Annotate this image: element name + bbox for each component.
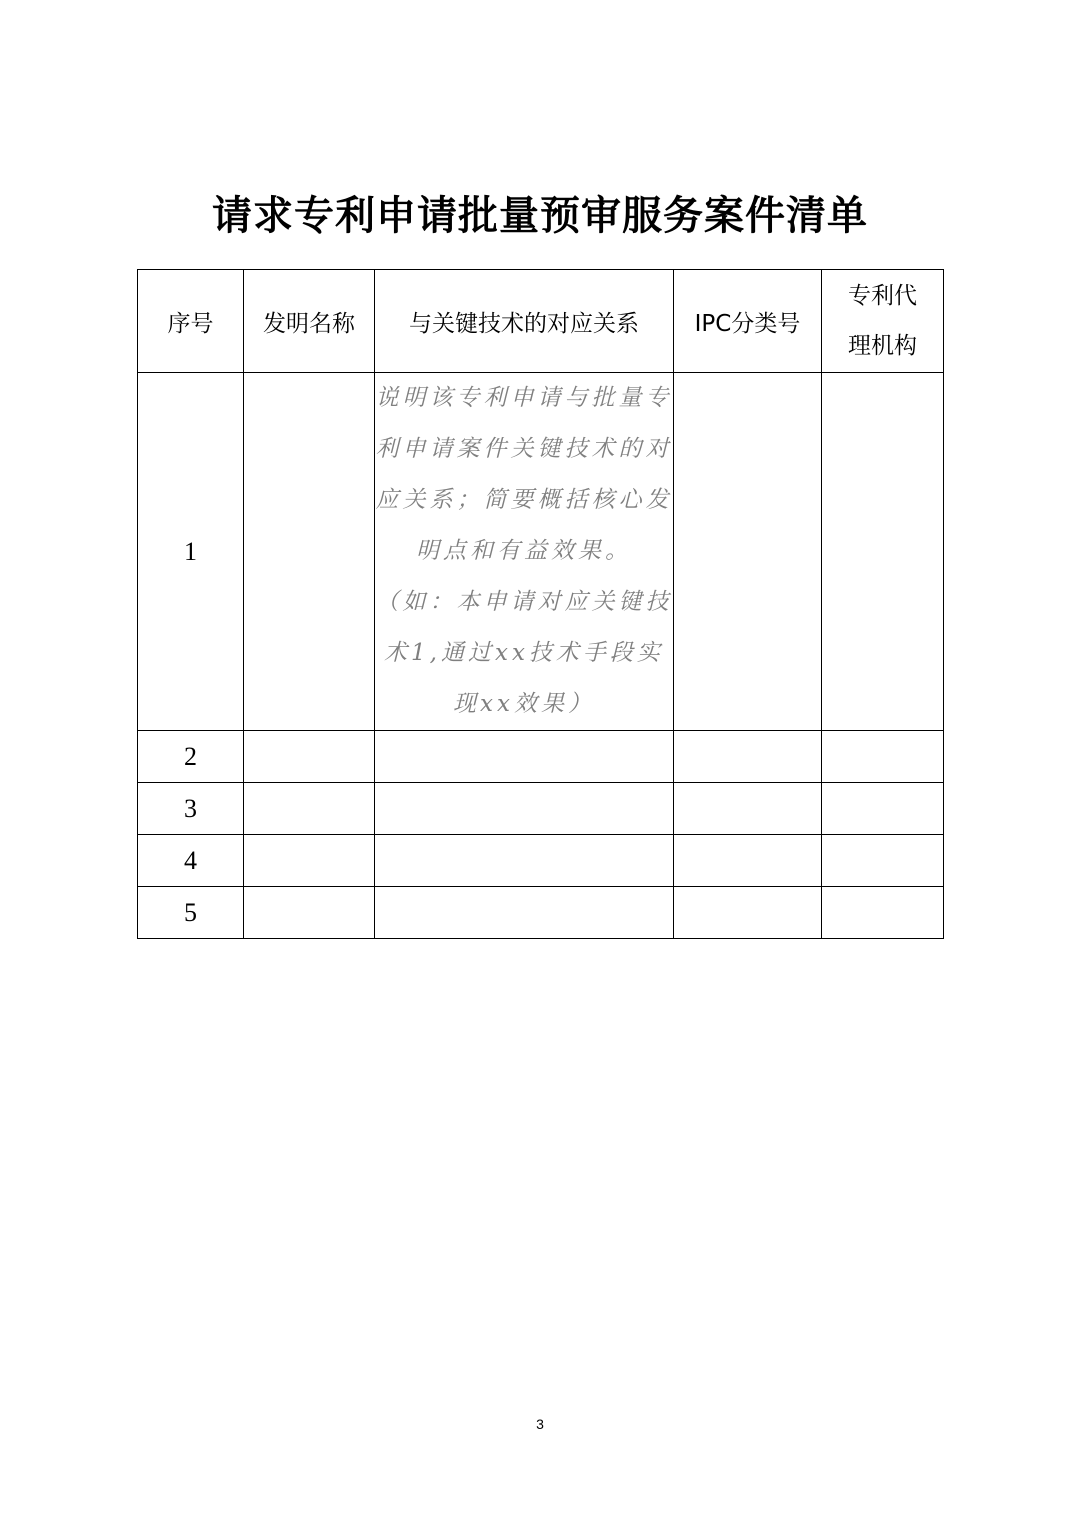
cell-agency bbox=[822, 783, 944, 835]
header-relation: 与关键技术的对应关系 bbox=[375, 270, 674, 373]
table-row bbox=[138, 373, 944, 731]
header-invention-name: 发明名称 bbox=[244, 270, 375, 373]
cell-ipc bbox=[674, 783, 822, 835]
relation-instruction-text bbox=[375, 373, 673, 730]
page-title: 请求专利申请批量预审服务案件清单 bbox=[212, 192, 868, 239]
header-agency-line2: 理机构 bbox=[848, 333, 917, 359]
cell-invention-name bbox=[244, 373, 375, 731]
cell-agency bbox=[822, 373, 944, 731]
cell-ipc bbox=[674, 373, 822, 731]
relation-instruction-line: 说明该专利申请与批量专利申请案件关键技术的对应关系；简要概括核心发明点和有益效果。 bbox=[375, 385, 673, 564]
cell-seq: 5 bbox=[138, 887, 244, 939]
cell-relation bbox=[375, 887, 674, 939]
cell-seq: 3 bbox=[138, 783, 244, 835]
cell-ipc bbox=[674, 835, 822, 887]
cell-relation bbox=[375, 835, 674, 887]
table-row bbox=[138, 887, 944, 939]
case-list-table bbox=[137, 269, 944, 939]
cell-invention-name bbox=[244, 835, 375, 887]
cell-seq: 2 bbox=[138, 731, 244, 783]
cell-ipc bbox=[674, 731, 822, 783]
cell-invention-name bbox=[244, 783, 375, 835]
cell-relation bbox=[375, 373, 674, 731]
cell-relation bbox=[375, 731, 674, 783]
cell-invention-name bbox=[244, 731, 375, 783]
cell-seq: 1 bbox=[138, 373, 244, 731]
table-row bbox=[138, 783, 944, 835]
header-agency bbox=[822, 270, 944, 373]
page-number: 3 bbox=[536, 1416, 544, 1432]
cell-agency bbox=[822, 887, 944, 939]
cell-agency bbox=[822, 835, 944, 887]
cell-seq: 4 bbox=[138, 835, 244, 887]
header-seq: 序号 bbox=[138, 270, 244, 373]
table-row bbox=[138, 731, 944, 783]
header-ipc: IPC分类号 bbox=[674, 270, 822, 373]
header-agency-line1: 专利代 bbox=[848, 283, 917, 309]
cell-ipc bbox=[674, 887, 822, 939]
relation-example-line: （如：本申请对应关键技术1,通过xx技术手段实现xx效果） bbox=[375, 589, 673, 717]
cell-agency bbox=[822, 731, 944, 783]
table-row bbox=[138, 835, 944, 887]
cell-relation bbox=[375, 783, 674, 835]
table-header-row bbox=[138, 270, 944, 373]
cell-invention-name bbox=[244, 887, 375, 939]
